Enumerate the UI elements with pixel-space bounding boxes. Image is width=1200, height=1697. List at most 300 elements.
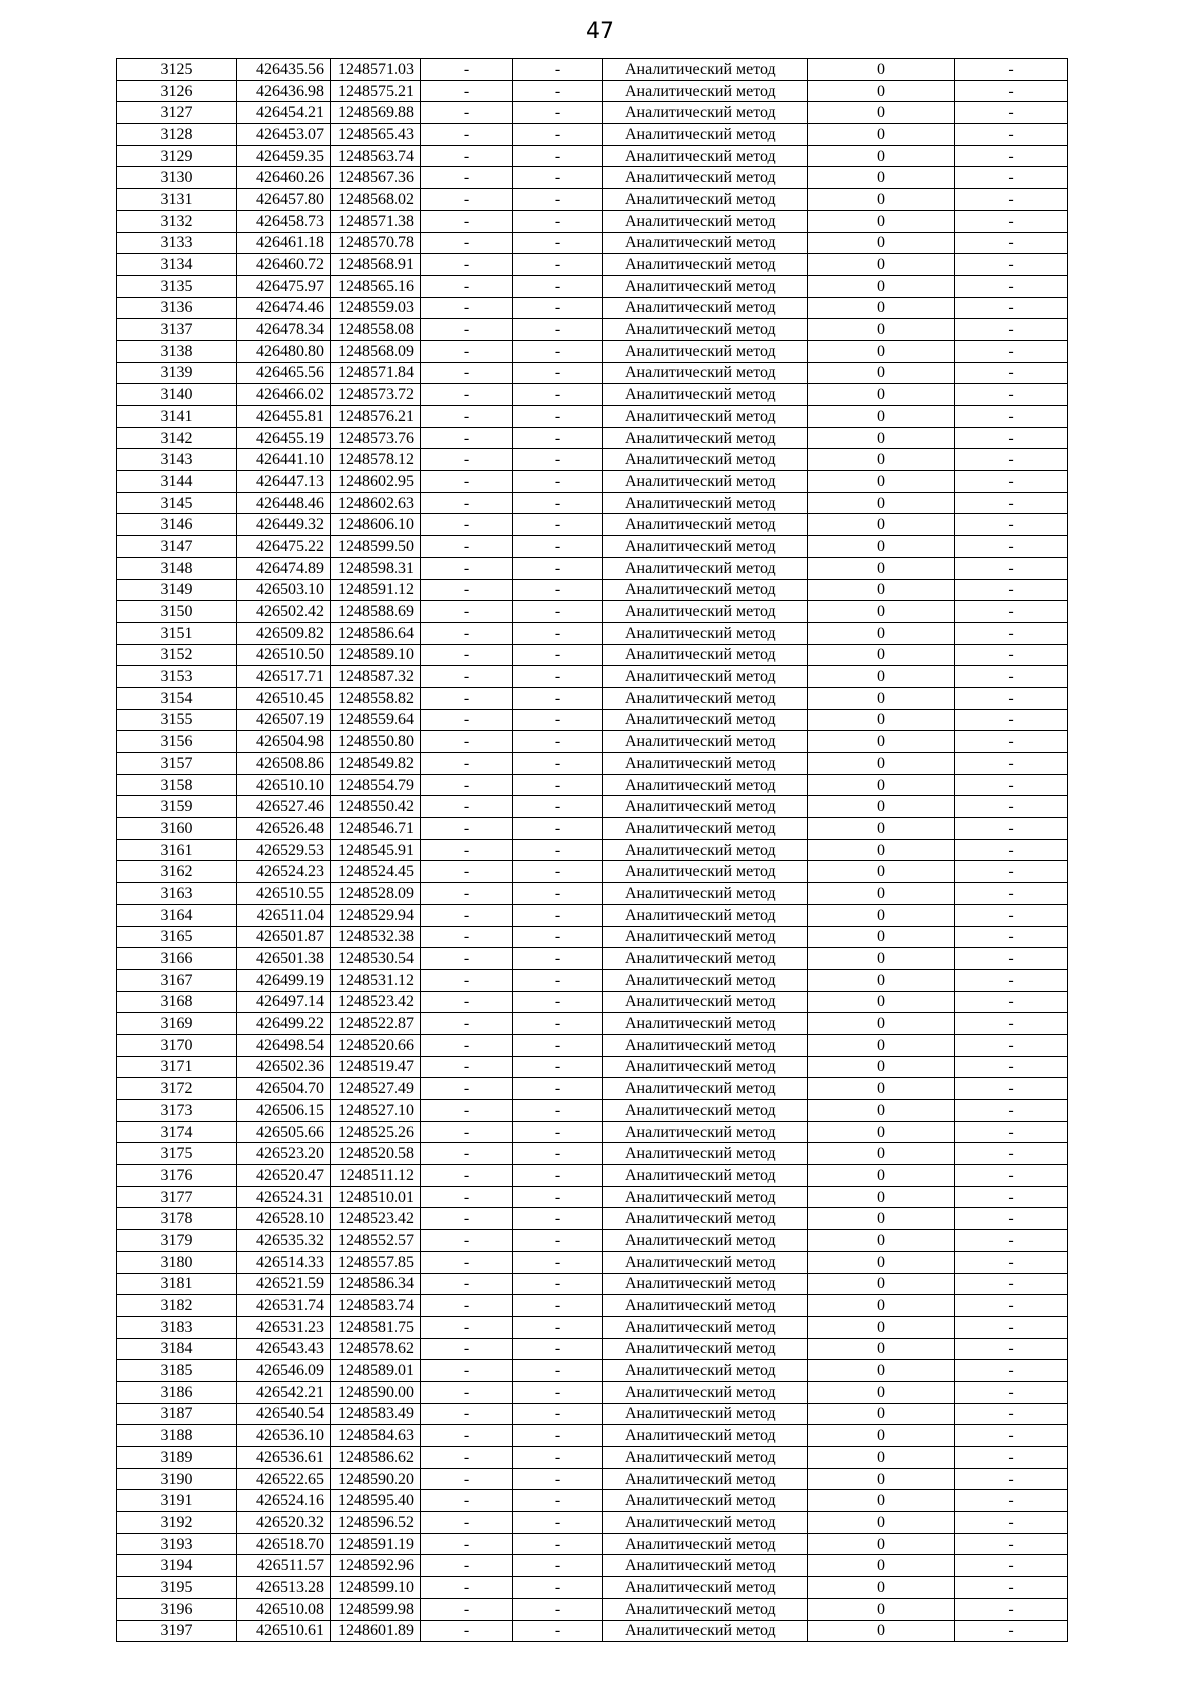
y-coordinate-cell: 1248565.16 xyxy=(331,275,421,297)
empty-cell: - xyxy=(513,1555,603,1577)
y-coordinate-cell: 1248596.52 xyxy=(331,1512,421,1534)
empty-cell: - xyxy=(955,883,1068,905)
y-coordinate-cell: 1248527.10 xyxy=(331,1100,421,1122)
empty-cell: - xyxy=(513,926,603,948)
empty-cell: - xyxy=(955,124,1068,146)
empty-cell: - xyxy=(421,1316,513,1338)
empty-cell: - xyxy=(955,839,1068,861)
table-row xyxy=(117,1555,1068,1577)
x-coordinate-cell: 426511.57 xyxy=(237,1555,331,1577)
x-coordinate-cell: 426480.80 xyxy=(237,340,331,362)
x-coordinate-cell: 426459.35 xyxy=(237,145,331,167)
y-coordinate-cell: 1248550.42 xyxy=(331,796,421,818)
error-cell: 0 xyxy=(808,687,955,709)
table-row xyxy=(117,1273,1068,1295)
point-number-cell: 3167 xyxy=(117,969,237,991)
point-number-cell: 3191 xyxy=(117,1490,237,1512)
empty-cell: - xyxy=(421,948,513,970)
x-coordinate-cell: 426527.46 xyxy=(237,796,331,818)
table-row xyxy=(117,145,1068,167)
method-cell: Аналитический метод xyxy=(603,362,808,384)
error-cell: 0 xyxy=(808,340,955,362)
y-coordinate-cell: 1248590.00 xyxy=(331,1381,421,1403)
point-number-cell: 3134 xyxy=(117,254,237,276)
table-row xyxy=(117,319,1068,341)
empty-cell: - xyxy=(955,210,1068,232)
error-cell: 0 xyxy=(808,1013,955,1035)
x-coordinate-cell: 426502.36 xyxy=(237,1056,331,1078)
method-cell: Аналитический метод xyxy=(603,861,808,883)
empty-cell: - xyxy=(955,1295,1068,1317)
error-cell: 0 xyxy=(808,362,955,384)
empty-cell: - xyxy=(513,1230,603,1252)
empty-cell: - xyxy=(955,1013,1068,1035)
empty-cell: - xyxy=(955,167,1068,189)
point-number-cell: 3143 xyxy=(117,449,237,471)
method-cell: Аналитический метод xyxy=(603,622,808,644)
point-number-cell: 3186 xyxy=(117,1381,237,1403)
empty-cell: - xyxy=(955,384,1068,406)
y-coordinate-cell: 1248524.45 xyxy=(331,861,421,883)
empty-cell: - xyxy=(513,687,603,709)
empty-cell: - xyxy=(513,59,603,81)
point-number-cell: 3168 xyxy=(117,991,237,1013)
y-coordinate-cell: 1248599.50 xyxy=(331,536,421,558)
method-cell: Аналитический метод xyxy=(603,471,808,493)
table-row xyxy=(117,557,1068,579)
empty-cell: - xyxy=(513,839,603,861)
table-row xyxy=(117,1056,1068,1078)
y-coordinate-cell: 1248599.10 xyxy=(331,1577,421,1599)
y-coordinate-cell: 1248595.40 xyxy=(331,1490,421,1512)
x-coordinate-cell: 426535.32 xyxy=(237,1230,331,1252)
x-coordinate-cell: 426458.73 xyxy=(237,210,331,232)
x-coordinate-cell: 426447.13 xyxy=(237,471,331,493)
method-cell: Аналитический метод xyxy=(603,796,808,818)
method-cell: Аналитический метод xyxy=(603,1360,808,1382)
y-coordinate-cell: 1248519.47 xyxy=(331,1056,421,1078)
y-coordinate-cell: 1248586.62 xyxy=(331,1447,421,1469)
empty-cell: - xyxy=(421,124,513,146)
point-number-cell: 3155 xyxy=(117,709,237,731)
error-cell: 0 xyxy=(808,1447,955,1469)
point-number-cell: 3182 xyxy=(117,1295,237,1317)
empty-cell: - xyxy=(955,80,1068,102)
empty-cell: - xyxy=(421,861,513,883)
empty-cell: - xyxy=(421,492,513,514)
empty-cell: - xyxy=(955,1425,1068,1447)
method-cell: Аналитический метод xyxy=(603,1447,808,1469)
empty-cell: - xyxy=(421,319,513,341)
empty-cell: - xyxy=(513,80,603,102)
point-number-cell: 3197 xyxy=(117,1620,237,1642)
empty-cell: - xyxy=(421,666,513,688)
empty-cell: - xyxy=(955,1403,1068,1425)
empty-cell: - xyxy=(955,1490,1068,1512)
error-cell: 0 xyxy=(808,1100,955,1122)
empty-cell: - xyxy=(513,275,603,297)
method-cell: Аналитический метод xyxy=(603,1208,808,1230)
empty-cell: - xyxy=(955,1577,1068,1599)
table-row xyxy=(117,1230,1068,1252)
table-row xyxy=(117,1512,1068,1534)
empty-cell: - xyxy=(421,1034,513,1056)
x-coordinate-cell: 426510.61 xyxy=(237,1620,331,1642)
empty-cell: - xyxy=(513,731,603,753)
y-coordinate-cell: 1248590.20 xyxy=(331,1468,421,1490)
method-cell: Аналитический метод xyxy=(603,406,808,428)
table-row xyxy=(117,796,1068,818)
empty-cell: - xyxy=(955,622,1068,644)
x-coordinate-cell: 426536.10 xyxy=(237,1425,331,1447)
error-cell: 0 xyxy=(808,948,955,970)
empty-cell: - xyxy=(513,189,603,211)
error-cell: 0 xyxy=(808,1121,955,1143)
point-number-cell: 3174 xyxy=(117,1121,237,1143)
empty-cell: - xyxy=(955,1186,1068,1208)
y-coordinate-cell: 1248586.34 xyxy=(331,1273,421,1295)
y-coordinate-cell: 1248511.12 xyxy=(331,1165,421,1187)
point-number-cell: 3144 xyxy=(117,471,237,493)
table-row xyxy=(117,1121,1068,1143)
point-number-cell: 3149 xyxy=(117,579,237,601)
empty-cell: - xyxy=(955,709,1068,731)
empty-cell: - xyxy=(421,340,513,362)
empty-cell: - xyxy=(955,926,1068,948)
method-cell: Аналитический метод xyxy=(603,601,808,623)
empty-cell: - xyxy=(421,1598,513,1620)
method-cell: Аналитический метод xyxy=(603,926,808,948)
y-coordinate-cell: 1248569.88 xyxy=(331,102,421,124)
x-coordinate-cell: 426503.10 xyxy=(237,579,331,601)
empty-cell: - xyxy=(955,861,1068,883)
empty-cell: - xyxy=(955,406,1068,428)
empty-cell: - xyxy=(513,145,603,167)
point-number-cell: 3183 xyxy=(117,1316,237,1338)
empty-cell: - xyxy=(421,1143,513,1165)
y-coordinate-cell: 1248554.79 xyxy=(331,774,421,796)
method-cell: Аналитический метод xyxy=(603,319,808,341)
error-cell: 0 xyxy=(808,319,955,341)
y-coordinate-cell: 1248549.82 xyxy=(331,753,421,775)
method-cell: Аналитический метод xyxy=(603,1121,808,1143)
table-row xyxy=(117,839,1068,861)
y-coordinate-cell: 1248559.64 xyxy=(331,709,421,731)
error-cell: 0 xyxy=(808,1512,955,1534)
y-coordinate-cell: 1248552.57 xyxy=(331,1230,421,1252)
empty-cell: - xyxy=(421,254,513,276)
empty-cell: - xyxy=(421,427,513,449)
method-cell: Аналитический метод xyxy=(603,904,808,926)
x-coordinate-cell: 426436.98 xyxy=(237,80,331,102)
point-number-cell: 3178 xyxy=(117,1208,237,1230)
method-cell: Аналитический метод xyxy=(603,1598,808,1620)
table-row xyxy=(117,80,1068,102)
x-coordinate-cell: 426455.81 xyxy=(237,406,331,428)
empty-cell: - xyxy=(513,319,603,341)
empty-cell: - xyxy=(955,666,1068,688)
method-cell: Аналитический метод xyxy=(603,1273,808,1295)
method-cell: Аналитический метод xyxy=(603,275,808,297)
method-cell: Аналитический метод xyxy=(603,297,808,319)
x-coordinate-cell: 426510.55 xyxy=(237,883,331,905)
y-coordinate-cell: 1248588.69 xyxy=(331,601,421,623)
x-coordinate-cell: 426507.19 xyxy=(237,709,331,731)
empty-cell: - xyxy=(955,59,1068,81)
point-number-cell: 3135 xyxy=(117,275,237,297)
table-row xyxy=(117,753,1068,775)
empty-cell: - xyxy=(513,427,603,449)
y-coordinate-cell: 1248581.75 xyxy=(331,1316,421,1338)
empty-cell: - xyxy=(513,449,603,471)
method-cell: Аналитический метод xyxy=(603,1490,808,1512)
empty-cell: - xyxy=(955,1447,1068,1469)
y-coordinate-cell: 1248568.02 xyxy=(331,189,421,211)
y-coordinate-cell: 1248550.80 xyxy=(331,731,421,753)
empty-cell: - xyxy=(513,969,603,991)
table-row xyxy=(117,622,1068,644)
empty-cell: - xyxy=(955,449,1068,471)
error-cell: 0 xyxy=(808,904,955,926)
empty-cell: - xyxy=(421,774,513,796)
y-coordinate-cell: 1248568.09 xyxy=(331,340,421,362)
empty-cell: - xyxy=(421,384,513,406)
method-cell: Аналитический метод xyxy=(603,536,808,558)
error-cell: 0 xyxy=(808,254,955,276)
error-cell: 0 xyxy=(808,1186,955,1208)
y-coordinate-cell: 1248571.03 xyxy=(331,59,421,81)
table-row xyxy=(117,449,1068,471)
method-cell: Аналитический метод xyxy=(603,254,808,276)
point-number-cell: 3185 xyxy=(117,1360,237,1382)
empty-cell: - xyxy=(955,319,1068,341)
y-coordinate-cell: 1248545.91 xyxy=(331,839,421,861)
table-row xyxy=(117,1165,1068,1187)
method-cell: Аналитический метод xyxy=(603,774,808,796)
x-coordinate-cell: 426474.46 xyxy=(237,297,331,319)
empty-cell: - xyxy=(513,818,603,840)
x-coordinate-cell: 426497.14 xyxy=(237,991,331,1013)
table-row xyxy=(117,1403,1068,1425)
empty-cell: - xyxy=(513,1013,603,1035)
y-coordinate-cell: 1248571.38 xyxy=(331,210,421,232)
empty-cell: - xyxy=(513,1577,603,1599)
empty-cell: - xyxy=(421,1338,513,1360)
x-coordinate-cell: 426520.32 xyxy=(237,1512,331,1534)
empty-cell: - xyxy=(421,904,513,926)
empty-cell: - xyxy=(513,536,603,558)
empty-cell: - xyxy=(421,926,513,948)
y-coordinate-cell: 1248557.85 xyxy=(331,1251,421,1273)
x-coordinate-cell: 426449.32 xyxy=(237,514,331,536)
method-cell: Аналитический метод xyxy=(603,1186,808,1208)
error-cell: 0 xyxy=(808,1295,955,1317)
empty-cell: - xyxy=(955,1165,1068,1187)
point-number-cell: 3156 xyxy=(117,731,237,753)
point-number-cell: 3177 xyxy=(117,1186,237,1208)
point-number-cell: 3196 xyxy=(117,1598,237,1620)
point-number-cell: 3158 xyxy=(117,774,237,796)
empty-cell: - xyxy=(513,1034,603,1056)
empty-cell: - xyxy=(955,492,1068,514)
error-cell: 0 xyxy=(808,1273,955,1295)
empty-cell: - xyxy=(513,1403,603,1425)
x-coordinate-cell: 426465.56 xyxy=(237,362,331,384)
y-coordinate-cell: 1248520.66 xyxy=(331,1034,421,1056)
table-row xyxy=(117,644,1068,666)
error-cell: 0 xyxy=(808,753,955,775)
empty-cell: - xyxy=(421,601,513,623)
empty-cell: - xyxy=(513,796,603,818)
empty-cell: - xyxy=(955,1100,1068,1122)
empty-cell: - xyxy=(513,948,603,970)
empty-cell: - xyxy=(421,687,513,709)
table-row xyxy=(117,1620,1068,1642)
method-cell: Аналитический метод xyxy=(603,731,808,753)
point-number-cell: 3162 xyxy=(117,861,237,883)
empty-cell: - xyxy=(513,861,603,883)
point-number-cell: 3187 xyxy=(117,1403,237,1425)
error-cell: 0 xyxy=(808,1490,955,1512)
y-coordinate-cell: 1248567.36 xyxy=(331,167,421,189)
empty-cell: - xyxy=(421,796,513,818)
error-cell: 0 xyxy=(808,427,955,449)
empty-cell: - xyxy=(513,601,603,623)
y-coordinate-cell: 1248584.63 xyxy=(331,1425,421,1447)
empty-cell: - xyxy=(955,471,1068,493)
empty-cell: - xyxy=(421,1360,513,1382)
y-coordinate-cell: 1248578.12 xyxy=(331,449,421,471)
method-cell: Аналитический метод xyxy=(603,1425,808,1447)
empty-cell: - xyxy=(421,102,513,124)
point-number-cell: 3128 xyxy=(117,124,237,146)
y-coordinate-cell: 1248589.01 xyxy=(331,1360,421,1382)
empty-cell: - xyxy=(955,145,1068,167)
empty-cell: - xyxy=(421,1403,513,1425)
empty-cell: - xyxy=(513,579,603,601)
error-cell: 0 xyxy=(808,189,955,211)
empty-cell: - xyxy=(513,1338,603,1360)
empty-cell: - xyxy=(513,1165,603,1187)
error-cell: 0 xyxy=(808,557,955,579)
table-row xyxy=(117,1425,1068,1447)
empty-cell: - xyxy=(421,1165,513,1187)
empty-cell: - xyxy=(513,1490,603,1512)
empty-cell: - xyxy=(955,1468,1068,1490)
point-number-cell: 3161 xyxy=(117,839,237,861)
error-cell: 0 xyxy=(808,1555,955,1577)
empty-cell: - xyxy=(421,1078,513,1100)
table-row xyxy=(117,492,1068,514)
error-cell: 0 xyxy=(808,232,955,254)
y-coordinate-cell: 1248573.72 xyxy=(331,384,421,406)
x-coordinate-cell: 426457.80 xyxy=(237,189,331,211)
empty-cell: - xyxy=(513,1512,603,1534)
error-cell: 0 xyxy=(808,124,955,146)
error-cell: 0 xyxy=(808,297,955,319)
empty-cell: - xyxy=(421,622,513,644)
point-number-cell: 3193 xyxy=(117,1533,237,1555)
method-cell: Аналитический метод xyxy=(603,1056,808,1078)
empty-cell: - xyxy=(421,189,513,211)
empty-cell: - xyxy=(421,969,513,991)
method-cell: Аналитический метод xyxy=(603,1555,808,1577)
method-cell: Аналитический метод xyxy=(603,1381,808,1403)
empty-cell: - xyxy=(513,1078,603,1100)
empty-cell: - xyxy=(421,514,513,536)
x-coordinate-cell: 426546.09 xyxy=(237,1360,331,1382)
empty-cell: - xyxy=(955,1338,1068,1360)
y-coordinate-cell: 1248520.58 xyxy=(331,1143,421,1165)
empty-cell: - xyxy=(955,340,1068,362)
method-cell: Аналитический метод xyxy=(603,1468,808,1490)
empty-cell: - xyxy=(421,818,513,840)
error-cell: 0 xyxy=(808,1316,955,1338)
empty-cell: - xyxy=(955,644,1068,666)
empty-cell: - xyxy=(955,948,1068,970)
point-number-cell: 3170 xyxy=(117,1034,237,1056)
empty-cell: - xyxy=(955,1555,1068,1577)
method-cell: Аналитический метод xyxy=(603,991,808,1013)
error-cell: 0 xyxy=(808,601,955,623)
method-cell: Аналитический метод xyxy=(603,449,808,471)
empty-cell: - xyxy=(513,753,603,775)
error-cell: 0 xyxy=(808,471,955,493)
x-coordinate-cell: 426522.65 xyxy=(237,1468,331,1490)
x-coordinate-cell: 426510.45 xyxy=(237,687,331,709)
empty-cell: - xyxy=(421,536,513,558)
empty-cell: - xyxy=(513,1468,603,1490)
table-row xyxy=(117,1577,1068,1599)
method-cell: Аналитический метод xyxy=(603,340,808,362)
point-number-cell: 3175 xyxy=(117,1143,237,1165)
empty-cell: - xyxy=(513,709,603,731)
x-coordinate-cell: 426501.87 xyxy=(237,926,331,948)
empty-cell: - xyxy=(421,1533,513,1555)
point-number-cell: 3137 xyxy=(117,319,237,341)
empty-cell: - xyxy=(421,59,513,81)
method-cell: Аналитический метод xyxy=(603,1034,808,1056)
method-cell: Аналитический метод xyxy=(603,145,808,167)
y-coordinate-cell: 1248522.87 xyxy=(331,1013,421,1035)
point-number-cell: 3165 xyxy=(117,926,237,948)
empty-cell: - xyxy=(955,774,1068,796)
empty-cell: - xyxy=(955,1208,1068,1230)
table-row xyxy=(117,102,1068,124)
method-cell: Аналитический метод xyxy=(603,80,808,102)
empty-cell: - xyxy=(955,427,1068,449)
y-coordinate-cell: 1248527.49 xyxy=(331,1078,421,1100)
empty-cell: - xyxy=(955,1620,1068,1642)
x-coordinate-cell: 426475.97 xyxy=(237,275,331,297)
method-cell: Аналитический метод xyxy=(603,557,808,579)
method-cell: Аналитический метод xyxy=(603,1533,808,1555)
table-row xyxy=(117,406,1068,428)
empty-cell: - xyxy=(421,883,513,905)
error-cell: 0 xyxy=(808,1143,955,1165)
method-cell: Аналитический метод xyxy=(603,384,808,406)
error-cell: 0 xyxy=(808,59,955,81)
x-coordinate-cell: 426526.48 xyxy=(237,818,331,840)
empty-cell: - xyxy=(421,1425,513,1447)
y-coordinate-cell: 1248599.98 xyxy=(331,1598,421,1620)
error-cell: 0 xyxy=(808,1533,955,1555)
error-cell: 0 xyxy=(808,709,955,731)
empty-cell: - xyxy=(421,1121,513,1143)
point-number-cell: 3130 xyxy=(117,167,237,189)
table-row xyxy=(117,883,1068,905)
x-coordinate-cell: 426498.54 xyxy=(237,1034,331,1056)
